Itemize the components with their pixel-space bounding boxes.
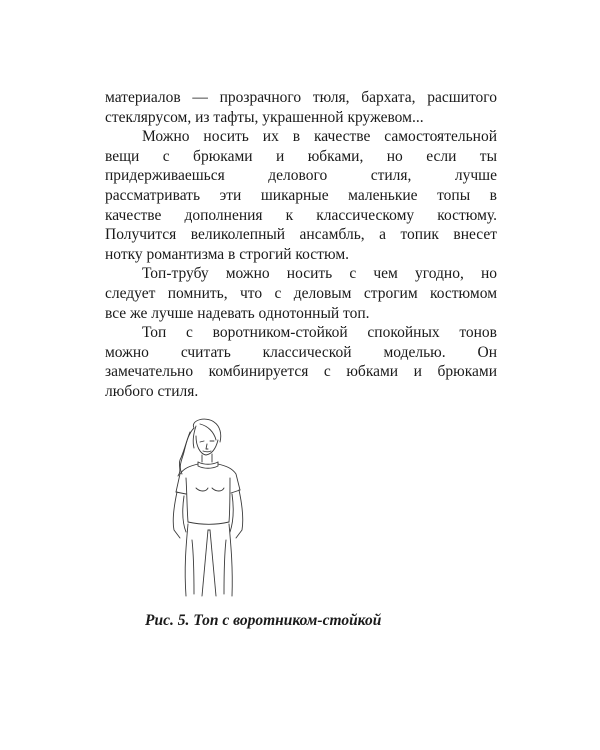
paragraph-3 xyxy=(105,264,497,323)
body-text xyxy=(105,88,497,402)
text-line: вещи с брюками и юбками, но если ты xyxy=(105,147,497,165)
text-line: материалов — прозрачного тюля, бархата, расшитого xyxy=(105,89,497,106)
text-line: Топ-трубу можно носить с чем угодно, но xyxy=(142,265,497,283)
paragraph-4 xyxy=(105,323,497,401)
text-line: стеклярусом, из тафты, украшенной кружевом... xyxy=(105,108,424,126)
figure-caption: Рис. 5. Топ с воротником-стойкой xyxy=(145,612,382,629)
text-line: Получится великолепный ансамбль, а топик внесет xyxy=(105,226,497,244)
fashion-sketch-figure xyxy=(160,418,280,603)
text-line: рассматривать эти шикарные маленькие топы в xyxy=(105,186,497,204)
text-line: все же лучше надевать однотонный топ. xyxy=(105,304,370,322)
text-line: замечательно комбинируется с юбками и брюками xyxy=(105,363,497,381)
paragraph-2 xyxy=(105,127,497,264)
text-line: любого стиля. xyxy=(105,382,199,400)
text-line: качестве дополнения к классическому костюму. xyxy=(105,206,497,224)
paragraph-1 xyxy=(105,88,497,127)
text-line: Можно носить их в качестве самостоятельной xyxy=(142,128,497,146)
text-line: можно считать классической моделью. Он xyxy=(105,343,497,361)
text-line: придерживаешься делового стиля, лучше xyxy=(105,167,497,185)
text-line: следует помнить, что с деловым строгим костюмом xyxy=(105,284,497,302)
woman-in-stand-collar-top-illustration xyxy=(160,418,280,603)
text-line: нотку романтизма в строгий костюм. xyxy=(105,245,350,263)
text-line: Топ с воротником-стойкой спокойных тонов xyxy=(142,324,497,342)
